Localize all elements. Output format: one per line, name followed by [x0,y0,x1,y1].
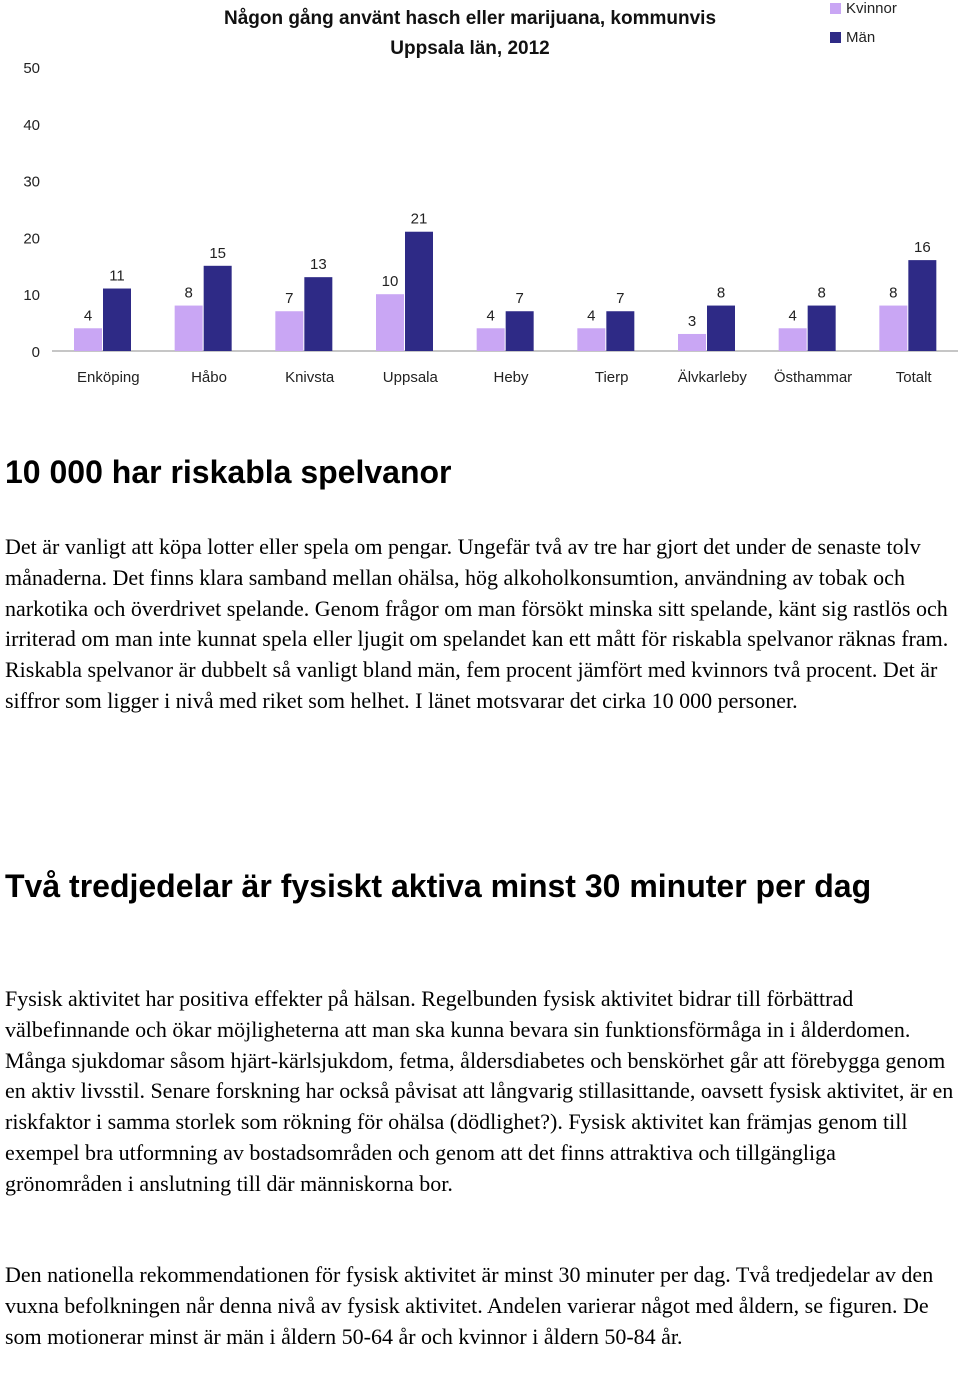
y-tick-label: 30 [23,173,40,191]
bar-man [808,306,836,351]
x-category-label: Tierp [594,369,629,386]
legend-label-kvinnor: Kvinnor [846,0,897,17]
x-category-label: Totalt [895,369,932,386]
x-category-label: Håbo [191,369,227,386]
data-label-kvinnor: 7 [285,290,294,308]
bar-kvinnor [779,328,807,351]
bar-man [707,306,735,351]
data-label-kvinnor: 4 [587,307,596,325]
x-category-label: Älvkarleby [677,369,747,386]
chart-title-line-1: Någon gång använt hasch eller marijuana, kommunvis [223,8,717,29]
paragraph-spelvanor: Det är vanligt att köpa lotter eller spela om pengar. Ungefär två av tre har gjort det under de senaste tolv månaderna. Det finns klara samband mellan ohälsa, hög alkoholkonsumtion, användning av tobak och narkotika och överdrivet spelande. Genom frågor om man försökt minska sitt spelande, känt sig rastlös och irriterad om man inte kunnat spela eller ljugit om spelandet kan ett mått för riskabla spelvanor räknas fram. Riskabla spelvanor är dubbelt så vanligt bland män, fem procent jämfört med kvinnors två procent. Det är siffror som ligger i nivå med riket som helhet. I länet motsvarar det cirka 10 000 personer. [5,534,949,713]
y-tick-label: 10 [23,287,40,305]
bar-man [405,232,433,351]
x-category-label: Uppsala [382,369,438,386]
bar-man [506,311,534,351]
data-label-kvinnor: 8 [184,284,193,302]
data-label-man: 15 [209,244,227,262]
data-label-kvinnor: 10 [381,273,399,291]
data-label-man: 11 [109,267,125,285]
section-heading-fysisk-aktivitet: Två tredjedelar är fysiskt aktiva minst 30 minuter per dag [5,868,872,904]
bar-kvinnor [275,311,303,351]
x-category-label: Heby [493,369,529,386]
data-label-kvinnor: 8 [889,284,898,302]
bar-man [606,311,634,351]
data-label-kvinnor: 4 [486,307,495,325]
y-tick-label: 40 [23,116,40,134]
paragraph-fysisk-aktivitet-1: Fysisk aktivitet har positiva effekter på hälsan. Regelbunden fysisk aktivitet bidrar till förbättrad välbefinnande och ökar möjligheterna att man ska kunna bevara sin funktionsförmåga in i ålderdomen. Många sjukdomar såsom hjärt-kärlsjukdom, fetma, åldersdiabetes och benskörhet går att förebygga genom en aktiv livsstil. Senare forskning har också påvisat att långvarig stillasittande, oavsett fysisk aktivitet, är en riskfaktor i samma storlek som rökning för ohälsa (dödlighet?). Fysisk aktivitet kan främjas genom till exempel bra utformning av bostadsområden och genom att det finns attraktiva och tillgängliga grönområden i anslutning till där människorna bor. [5,986,954,1196]
y-tick-label: 50 [23,60,40,77]
x-category-label: Östhammar [773,369,853,386]
data-label-man: 8 [716,284,726,302]
section-heading-spelvanor: 10 000 har riskabla spelvanor [5,454,452,490]
x-category-label: Enköping [77,369,140,386]
data-label-man: 8 [817,284,826,302]
data-label-man: 7 [515,290,524,308]
bar-man [908,260,936,351]
y-tick-label: 20 [23,230,40,248]
data-label-man: 21 [410,210,428,228]
data-label-man: 16 [913,239,931,257]
data-label-man: 7 [616,290,625,308]
bar-kvinnor [879,306,907,351]
chart-figure [0,0,960,400]
bar-kvinnor [477,328,505,351]
bar-kvinnor [74,328,102,351]
bar-man [304,277,332,351]
data-label-kvinnor: 4 [788,307,797,325]
paragraph-fysisk-aktivitet-2: Den nationella rekommendationen för fysisk aktivitet är minst 30 minuter per dag. Två tredjedelar av den vuxna befolkningen når denna nivå av fysisk aktivitet. Andelen varierar något med åldern, se figuren. De som motionerar minst är män i åldern 50-64 år och kvinnor i åldern 50-84 år. [5,1262,934,1349]
bar-kvinnor [175,306,203,351]
bar-kvinnor [376,294,404,351]
bar-chart [0,0,960,400]
chart-title-line-2: Uppsala län, 2012 [390,38,550,59]
bar-man [103,289,131,351]
bar-kvinnor [577,328,605,351]
data-label-man: 13 [309,256,327,274]
bar-kvinnor [678,334,706,351]
bar-man [204,266,232,351]
data-label-kvinnor: 3 [687,312,697,330]
data-label-kvinnor: 4 [83,307,93,325]
y-tick-label: 0 [31,344,40,361]
legend-label-man: Män [846,29,876,46]
x-category-label: Knivsta [285,369,335,386]
